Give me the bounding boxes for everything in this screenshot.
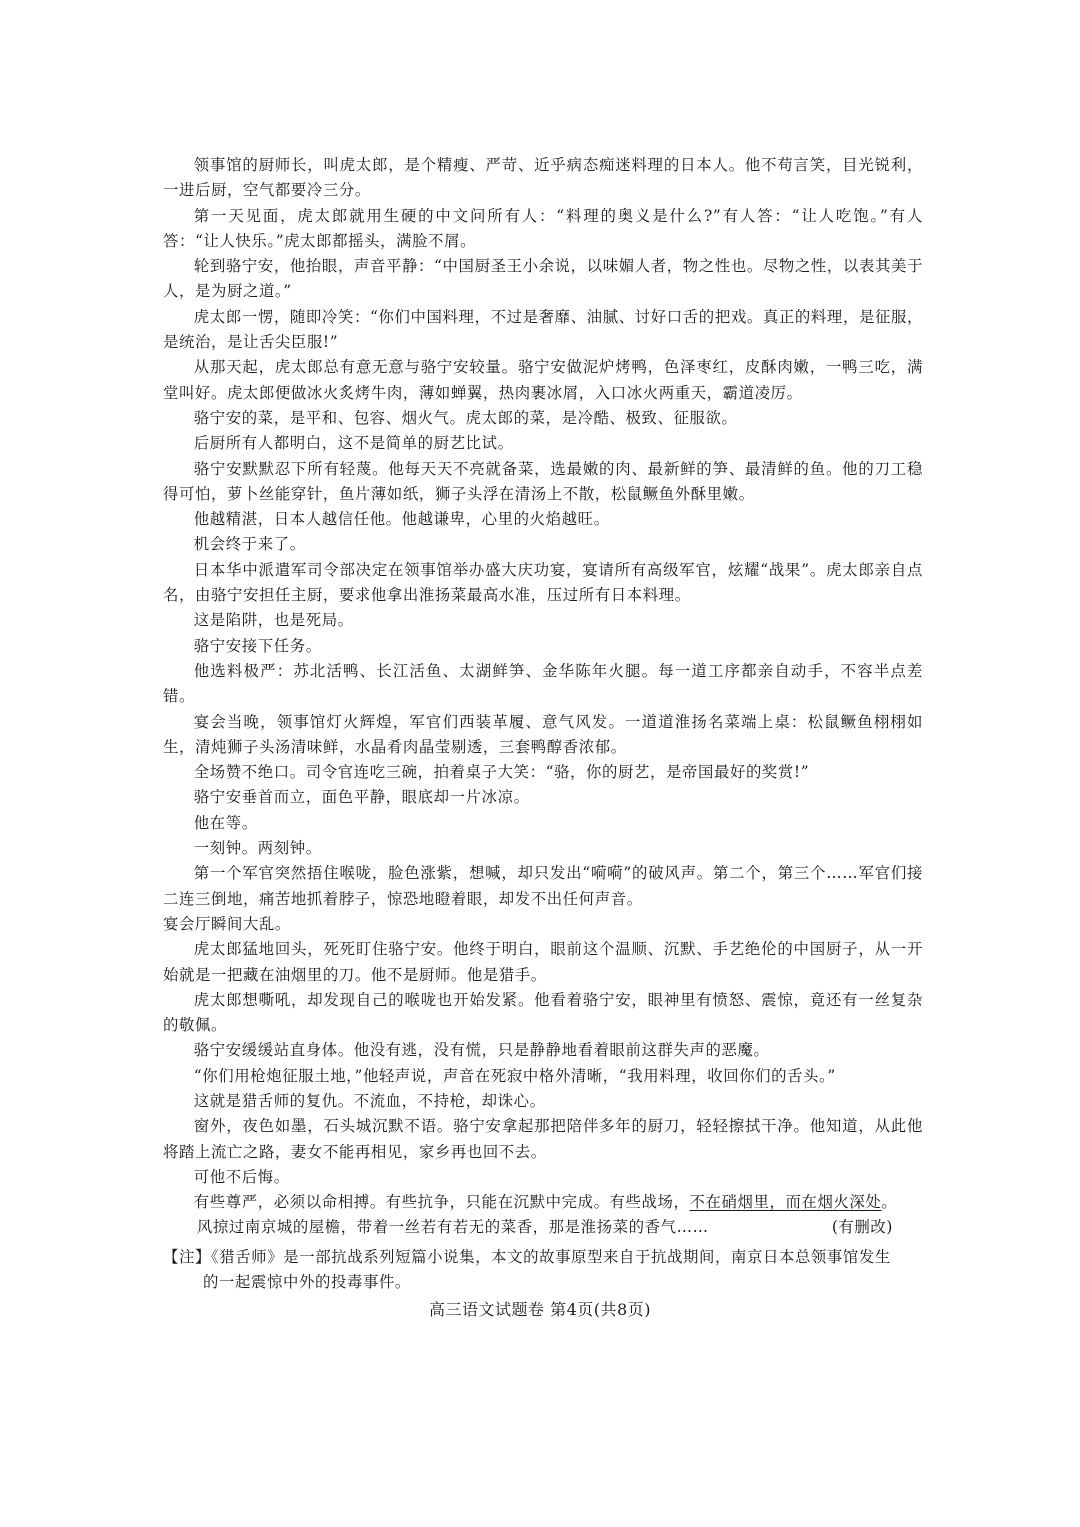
paragraph-9: 他越精湛，日本人越信任他。他越谦卑，心里的火焰越旺。 [193,510,610,529]
footnote-line-1 [163,1245,923,1270]
paragraph-17: 骆宁安垂首而立，面色平静，眼底却一片冰凉。 [193,788,530,807]
footnote [163,1245,923,1296]
source-note: (有删改) [831,1218,893,1237]
paragraph-27: 窗外，夜色如墨，石头城沉默不语。骆宁安拿起那把陪伴多年的厨刀，轻轻擦拭干净。他知道，从此他将踏上流亡之路，妻女不能再相见，家乡再也回不去。 [163,1117,923,1161]
footnote-line-2: 的一起震惊中外的投毒事件。 [203,1273,411,1292]
paragraph-12: 这是陷阱，也是死局。 [193,611,354,630]
paragraph-28: 可他不后悔。 [193,1167,290,1186]
paragraph-29-end: 。 [881,1193,898,1212]
paragraph-8: 骆宁安默默忍下所有轻蔑。他每天天不亮就备菜，选最嫩的肉、最新鲜的笋、最清鲜的鱼。他的刀工稳得可怕，萝卜丝能穿针，鱼片薄如纸，狮子头浮在清汤上不散，松鼠鳜鱼外酥里嫩。 [163,459,923,503]
paragraph-3: 轮到骆宁安，他抬眼，声音平静：“中国厨圣王小余说，以味媚人者，物之性也。尽物之性，以表其美于人，是为厨之道。” [163,257,923,301]
closing-line [163,1215,923,1240]
paragraph-24: 骆宁安缓缓站直身体。他没有逃，没有慌，只是静静地看着眼前这群失声的恶魔。 [193,1041,770,1060]
paragraph-26: 这就是猎舌师的复仇。不流血，不持枪，却诛心。 [193,1091,546,1110]
paragraph-18: 他在等。 [193,813,258,832]
paragraph-1: 领事馆的厨师长，叫虎太郎，是个精瘦、严苛、近乎病态痴迷料理的日本人。他不苟言笑，目光锐利，一进后厨，空气都要冷三分。 [163,156,923,200]
paragraph-21: 宴会厅瞬间大乱。 [163,914,291,933]
paragraph-16: 全场赞不绝口。司令官连吃三碗，拍着桌子大笑：“骆，你的厨艺，是帝国最好的奖赏!” [193,763,810,782]
paragraph-15: 宴会当晚，领事馆灯火辉煌，军官们西装革履、意气风发。一道道淮扬名菜端上桌：松鼠鳜鱼栩栩如生，清炖狮子头汤清味鲜，水晶肴肉晶莹剔透，三套鸭醇香浓郁。 [163,712,923,756]
exam-text-body [163,153,923,1295]
paragraph-6: 骆宁安的菜，是平和、包容、烟火气。虎太郎的菜，是冷酷、极致、征服欲。 [193,408,738,427]
page-footer: 高三语文试题卷 第4页(共8页) [429,1300,651,1319]
paragraph-29 [163,1190,923,1215]
paragraph-23: 虎太郎想嘶吼，却发现自己的喉咙也开始发紧。他看着骆宁安，眼神里有愤怒、震惊，竟还有一丝复杂的敬佩。 [163,990,923,1035]
paragraph-14: 他选料极严：苏北活鸭、长江活鱼、太湖鲜笋、金华陈年火腿。每一道工序都亲自动手，不容半点差错。 [163,661,923,706]
footnote-text: 《猎舌师》是一部抗战系列短篇小说集，本文的故事原型来自于抗战期间，南京日本总领事馆发生 [210,1247,891,1266]
closing-text: 风掠过南京城的屋檐，带着一丝若有若无的菜香，那是淮扬菜的香气…… [196,1218,709,1237]
footnote-label: 【注】 [163,1247,211,1266]
paragraph-11: 日本华中派遣军司令部决定在领事馆举办盛大庆功宴，宴请所有高级军官，炫耀“战果”。虎太郎亲自点名，由骆宁安担任主厨，要求他拿出淮扬菜最高水准，压过所有日本料理。 [163,560,923,605]
paragraph-25: “你们用枪炮征服土地，”他轻声说，声音在死寂中格外清晰，“我用料理，收回你们的舌头。” [193,1066,836,1085]
paragraph-5: 从那天起，虎太郎总有意无意与骆宁安较量。骆宁安做泥炉烤鸭，色泽枣红，皮酥肉嫩，一鸭三吃，满堂叫好。虎太郎便做冰火炙烤牛肉，薄如蝉翼，热肉裹冰屑，入口冰火两重天，霸道凌厉。 [163,358,923,402]
paragraph-10: 机会终于来了。 [193,535,306,554]
paragraph-29-text: 有些尊严，必须以命相搏。有些抗争，只能在沉默中完成。有些战场， [193,1193,690,1212]
underlined-phrase: 不在硝烟里，而在烟火深处 [689,1193,882,1212]
paragraph-2: 第一天见面，虎太郎就用生硬的中文问所有人：“料理的奥义是什么?”有人答：“让人吃饱。”有人答：“让人快乐。”虎太郎都摇头，满脸不屑。 [163,206,923,250]
paragraph-13: 骆宁安接下任务。 [193,636,322,655]
paragraph-19: 一刻钟。两刻钟。 [193,839,322,858]
paragraph-4: 虎太郎一愣，随即冷笑：“你们中国料理，不过是奢靡、油腻、讨好口舌的把戏。真正的料理，是征服，是统治，是让舌尖臣服!” [163,307,923,352]
paragraph-20: 第一个军官突然捂住喉咙，脸色涨紫，想喊，却只发出“嗬嗬”的破风声。第二个，第三个……军官们接二连三倒地，痛苦地抓着脖子，惊恐地瞪着眼，却发不出任何声音。 [163,864,923,908]
paragraph-7: 后厨所有人都明白，这不是简单的厨艺比试。 [193,434,514,453]
paragraph-22: 虎太郎猛地回头，死死盯住骆宁安。他终于明白，眼前这个温顺、沉默、手艺绝伦的中国厨子，从一开始就是一把藏在油烟里的刀。他不是厨师。他是猎手。 [163,940,923,984]
